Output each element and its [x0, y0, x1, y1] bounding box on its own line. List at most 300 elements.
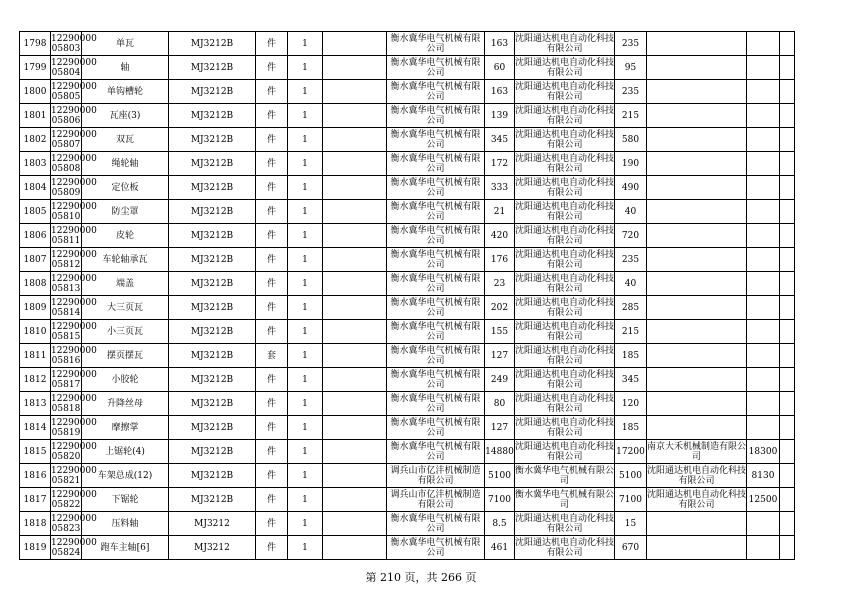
part-name: 压料轴	[82, 512, 169, 536]
supplier-1: 衡水冀华电气机械有限公司	[387, 224, 485, 248]
table-row	[20, 320, 795, 344]
row-number: 1819	[20, 536, 51, 560]
model-number: MJ3212B	[169, 344, 256, 368]
price-3	[747, 512, 780, 536]
price-2: 285	[615, 296, 647, 320]
model-number: MJ3212B	[169, 128, 256, 152]
price-1: 333	[485, 176, 515, 200]
unit: 件	[256, 32, 288, 56]
blank-cell	[323, 392, 387, 416]
part-name: 小三页瓦	[82, 320, 169, 344]
price-2: 95	[615, 56, 647, 80]
quantity: 1	[288, 296, 323, 320]
quantity: 1	[288, 152, 323, 176]
part-name: 绳轮轴	[82, 152, 169, 176]
table-row	[20, 128, 795, 152]
model-number: MJ3212B	[169, 224, 256, 248]
table-row	[20, 440, 795, 464]
part-name: 皮轮	[82, 224, 169, 248]
blank-cell	[780, 320, 795, 344]
supplier-3	[647, 248, 747, 272]
supplier-2: 沈阳通达机电自动化科技有限公司	[515, 441, 615, 462]
unit: 件	[256, 536, 288, 560]
part-name: 上锯轮(4)	[82, 440, 169, 464]
price-1: 163	[485, 32, 515, 56]
model-number: MJ3212B	[169, 272, 256, 296]
price-3	[747, 272, 780, 296]
supplier-2: 沈阳通达机电自动化科技有限公司	[515, 33, 615, 54]
table-row	[20, 272, 795, 296]
supplier-2: 沈阳通达机电自动化科技有限公司	[515, 225, 615, 246]
table-row	[20, 56, 795, 80]
supplier-2: 衡水冀华电气机械有限公司	[515, 465, 615, 486]
quantity: 1	[288, 104, 323, 128]
table-row	[20, 152, 795, 176]
quantity: 1	[288, 512, 323, 536]
part-name: 摩擦掌	[82, 416, 169, 440]
price-2: 17200	[615, 440, 647, 464]
table-row	[20, 80, 795, 104]
item-code: 12290000 05804	[51, 57, 97, 78]
item-code: 12290000 05811	[51, 225, 97, 246]
price-2: 40	[615, 200, 647, 224]
row-number: 1812	[20, 368, 51, 392]
price-3	[747, 296, 780, 320]
supplier-3	[647, 80, 747, 104]
price-1: 80	[485, 392, 515, 416]
unit: 件	[256, 152, 288, 176]
price-3: 12500	[747, 488, 780, 512]
supplier-3	[647, 176, 747, 200]
model-number: MJ3212B	[169, 152, 256, 176]
blank-cell	[323, 488, 387, 512]
row-number: 1808	[20, 272, 51, 296]
part-name: 大三页瓦	[82, 296, 169, 320]
supplier-1: 衡水冀华电气机械有限公司	[387, 128, 485, 152]
price-2: 120	[615, 392, 647, 416]
blank-cell	[323, 152, 387, 176]
supplier-3	[647, 392, 747, 416]
supplier-2: 沈阳通达机电自动化科技有限公司	[515, 537, 615, 558]
blank-cell	[323, 512, 387, 536]
quantity: 1	[288, 440, 323, 464]
price-1: 461	[485, 536, 515, 560]
blank-cell	[780, 32, 795, 56]
supplier-1: 衡水冀华电气机械有限公司	[387, 440, 485, 464]
blank-cell	[780, 344, 795, 368]
blank-cell	[323, 248, 387, 272]
price-1: 21	[485, 200, 515, 224]
price-2: 15	[615, 512, 647, 536]
item-code: 12290000 05803	[51, 33, 97, 54]
price-3	[747, 224, 780, 248]
table-row	[20, 296, 795, 320]
price-2: 5100	[615, 464, 647, 488]
table-row	[20, 536, 795, 560]
blank-cell	[780, 152, 795, 176]
blank-cell	[780, 272, 795, 296]
price-1: 139	[485, 104, 515, 128]
table-row	[20, 368, 795, 392]
price-2: 7100	[615, 488, 647, 512]
row-number: 1805	[20, 200, 51, 224]
supplier-1: 衡水冀华电气机械有限公司	[387, 80, 485, 104]
item-code: 12290000 05817	[51, 369, 97, 390]
blank-cell	[323, 32, 387, 56]
supplier-2: 沈阳通达机电自动化科技有限公司	[515, 345, 615, 366]
price-1: 5100	[485, 464, 515, 488]
supplier-3	[647, 56, 747, 80]
item-code: 12290000 05805	[51, 81, 97, 102]
supplier-3	[647, 152, 747, 176]
table-row	[20, 488, 795, 512]
price-3	[747, 152, 780, 176]
item-code: 12290000 05809	[51, 177, 97, 198]
unit: 件	[256, 56, 288, 80]
supplier-2: 衡水冀华电气机械有限公司	[515, 489, 615, 510]
row-number: 1800	[20, 80, 51, 104]
price-2: 40	[615, 272, 647, 296]
price-2: 215	[615, 104, 647, 128]
supplier-3	[647, 200, 747, 224]
quantity: 1	[288, 200, 323, 224]
quantity: 1	[288, 32, 323, 56]
unit: 件	[256, 512, 288, 536]
row-number: 1803	[20, 152, 51, 176]
item-code: 12290000 05812	[51, 249, 97, 270]
blank-cell	[323, 536, 387, 560]
blank-cell	[323, 104, 387, 128]
model-number: MJ3212B	[169, 368, 256, 392]
row-number: 1806	[20, 224, 51, 248]
supplier-1: 衡水冀华电气机械有限公司	[387, 272, 485, 296]
table-row	[20, 464, 795, 488]
supplier-2: 沈阳通达机电自动化科技有限公司	[515, 81, 615, 102]
price-2: 185	[615, 416, 647, 440]
supplier-1: 衡水冀华电气机械有限公司	[387, 32, 485, 56]
item-code: 12290000 05816	[51, 345, 97, 366]
price-1: 202	[485, 296, 515, 320]
supplier-1: 衡水冀华电气机械有限公司	[387, 296, 485, 320]
blank-cell	[780, 464, 795, 488]
price-3	[747, 320, 780, 344]
model-number: MJ3212B	[169, 416, 256, 440]
row-number: 1810	[20, 320, 51, 344]
supplier-1: 衡水冀华电气机械有限公司	[387, 416, 485, 440]
item-code: 12290000 05824	[51, 537, 97, 558]
item-code: 12290000 05814	[51, 297, 97, 318]
table-row	[20, 248, 795, 272]
supplier-1: 衡水冀华电气机械有限公司	[387, 152, 485, 176]
part-name: 瓦座(3)	[82, 104, 169, 128]
blank-cell	[323, 416, 387, 440]
supplier-2: 沈阳通达机电自动化科技有限公司	[515, 249, 615, 270]
quantity: 1	[288, 464, 323, 488]
price-1: 7100	[485, 488, 515, 512]
blank-cell	[780, 368, 795, 392]
blank-cell	[780, 56, 795, 80]
supplier-2: 沈阳通达机电自动化科技有限公司	[515, 369, 615, 390]
supplier-2: 沈阳通达机电自动化科技有限公司	[515, 393, 615, 414]
price-2: 720	[615, 224, 647, 248]
model-number: MJ3212B	[169, 80, 256, 104]
blank-cell	[780, 248, 795, 272]
supplier-1: 衡水冀华电气机械有限公司	[387, 368, 485, 392]
unit: 件	[256, 296, 288, 320]
unit: 件	[256, 80, 288, 104]
item-code: 12290000 05818	[51, 393, 97, 414]
price-2: 235	[615, 32, 647, 56]
row-number: 1801	[20, 104, 51, 128]
row-number: 1811	[20, 344, 51, 368]
item-code: 12290000 05813	[51, 273, 97, 294]
unit: 件	[256, 392, 288, 416]
item-code: 12290000 05819	[51, 417, 97, 438]
quantity: 1	[288, 248, 323, 272]
price-3	[747, 176, 780, 200]
item-code: 12290000 05808	[51, 153, 97, 174]
price-1: 172	[485, 152, 515, 176]
supplier-2: 沈阳通达机电自动化科技有限公司	[515, 513, 615, 534]
table-row	[20, 104, 795, 128]
quantity: 1	[288, 128, 323, 152]
item-code: 12290000 05806	[51, 105, 97, 126]
supplier-3	[647, 320, 747, 344]
quantity: 1	[288, 320, 323, 344]
supplier-3	[647, 224, 747, 248]
unit: 件	[256, 440, 288, 464]
row-number: 1798	[20, 32, 51, 56]
quantity: 1	[288, 392, 323, 416]
blank-cell	[323, 176, 387, 200]
model-number: MJ3212B	[169, 296, 256, 320]
blank-cell	[780, 392, 795, 416]
unit: 件	[256, 488, 288, 512]
price-1: 420	[485, 224, 515, 248]
price-2: 190	[615, 152, 647, 176]
supplier-1: 衡水冀华电气机械有限公司	[387, 248, 485, 272]
part-name: 车轮轴承瓦	[82, 248, 169, 272]
row-number: 1818	[20, 512, 51, 536]
price-1: 176	[485, 248, 515, 272]
price-1: 155	[485, 320, 515, 344]
supplier-2: 沈阳通达机电自动化科技有限公司	[515, 57, 615, 78]
supplier-3	[647, 32, 747, 56]
blank-cell	[780, 536, 795, 560]
model-number: MJ3212B	[169, 200, 256, 224]
supplier-1: 衡水冀华电气机械有限公司	[387, 104, 485, 128]
price-1: 127	[485, 344, 515, 368]
model-number: MJ3212B	[169, 104, 256, 128]
item-code: 12290000 05810	[51, 201, 97, 222]
supplier-2: 沈阳通达机电自动化科技有限公司	[515, 177, 615, 198]
blank-cell	[323, 368, 387, 392]
quantity: 1	[288, 224, 323, 248]
item-code: 12290000 05823	[51, 513, 97, 534]
supplier-3	[647, 344, 747, 368]
blank-cell	[323, 440, 387, 464]
blank-cell	[780, 80, 795, 104]
supplier-1: 衡水冀华电气机械有限公司	[387, 536, 485, 560]
item-code: 12290000 05820	[51, 441, 97, 462]
row-number: 1809	[20, 296, 51, 320]
supplier-3	[647, 512, 747, 536]
price-1: 345	[485, 128, 515, 152]
table-row	[20, 416, 795, 440]
unit: 件	[256, 176, 288, 200]
price-2: 580	[615, 128, 647, 152]
blank-cell	[323, 320, 387, 344]
unit: 件	[256, 104, 288, 128]
item-code: 12290000 05807	[51, 129, 97, 150]
item-code: 12290000 05822	[51, 489, 97, 510]
price-1: 163	[485, 80, 515, 104]
supplier-3	[647, 416, 747, 440]
blank-cell	[323, 272, 387, 296]
blank-cell	[780, 200, 795, 224]
price-3	[747, 104, 780, 128]
unit: 件	[256, 416, 288, 440]
part-name: 双瓦	[82, 128, 169, 152]
unit: 套	[256, 344, 288, 368]
price-3	[747, 128, 780, 152]
quantity: 1	[288, 536, 323, 560]
blank-cell	[780, 488, 795, 512]
price-1: 23	[485, 272, 515, 296]
supplier-3	[647, 536, 747, 560]
model-number: MJ3212	[169, 512, 256, 536]
supplier-1: 衡水冀华电气机械有限公司	[387, 512, 485, 536]
table-row	[20, 32, 795, 56]
price-1: 14880	[485, 440, 515, 464]
supplier-3	[647, 272, 747, 296]
supplier-3	[647, 296, 747, 320]
part-name: 端盖	[82, 272, 169, 296]
price-3: 18300	[747, 440, 780, 464]
price-1: 249	[485, 368, 515, 392]
quantity: 1	[288, 368, 323, 392]
supplier-2: 沈阳通达机电自动化科技有限公司	[515, 129, 615, 150]
supplier-3: 沈阳通达机电自动化科技有限公司	[647, 465, 747, 486]
price-3	[747, 392, 780, 416]
supplier-1: 衡水冀华电气机械有限公司	[387, 344, 485, 368]
quantity: 1	[288, 176, 323, 200]
unit: 件	[256, 368, 288, 392]
row-number: 1799	[20, 56, 51, 80]
supplier-1: 调兵山市亿沣机械制造有限公司	[387, 488, 485, 512]
blank-cell	[323, 200, 387, 224]
part-name: 车架总成(12)	[82, 464, 169, 488]
price-2: 345	[615, 368, 647, 392]
supplier-2: 沈阳通达机电自动化科技有限公司	[515, 273, 615, 294]
item-code: 12290000 05815	[51, 321, 97, 342]
blank-cell	[323, 224, 387, 248]
supplier-2: 沈阳通达机电自动化科技有限公司	[515, 297, 615, 318]
row-number: 1816	[20, 464, 51, 488]
blank-cell	[780, 128, 795, 152]
supplier-2: 沈阳通达机电自动化科技有限公司	[515, 201, 615, 222]
price-3	[747, 80, 780, 104]
model-number: MJ3212B	[169, 488, 256, 512]
row-number: 1814	[20, 416, 51, 440]
supplier-2: 沈阳通达机电自动化科技有限公司	[515, 105, 615, 126]
blank-cell	[780, 104, 795, 128]
blank-cell	[780, 512, 795, 536]
price-2: 215	[615, 320, 647, 344]
model-number: MJ3212	[169, 536, 256, 560]
price-2: 235	[615, 248, 647, 272]
blank-cell	[323, 296, 387, 320]
unit: 件	[256, 464, 288, 488]
quantity: 1	[288, 344, 323, 368]
model-number: MJ3212B	[169, 248, 256, 272]
blank-cell	[323, 344, 387, 368]
price-2: 490	[615, 176, 647, 200]
blank-cell	[323, 464, 387, 488]
price-3	[747, 56, 780, 80]
price-3	[747, 32, 780, 56]
unit: 件	[256, 200, 288, 224]
price-3	[747, 344, 780, 368]
table-row	[20, 176, 795, 200]
price-2: 185	[615, 344, 647, 368]
row-number: 1804	[20, 176, 51, 200]
price-3	[747, 536, 780, 560]
row-number: 1815	[20, 440, 51, 464]
model-number: MJ3212B	[169, 176, 256, 200]
supplier-1: 衡水冀华电气机械有限公司	[387, 392, 485, 416]
row-number: 1817	[20, 488, 51, 512]
price-2: 235	[615, 80, 647, 104]
model-number: MJ3212B	[169, 464, 256, 488]
price-1: 60	[485, 56, 515, 80]
blank-cell	[323, 56, 387, 80]
row-number: 1807	[20, 248, 51, 272]
supplier-1: 衡水冀华电气机械有限公司	[387, 200, 485, 224]
quantity: 1	[288, 56, 323, 80]
unit: 件	[256, 248, 288, 272]
unit: 件	[256, 224, 288, 248]
supplier-3: 沈阳通达机电自动化科技有限公司	[647, 489, 747, 510]
supplier-2: 沈阳通达机电自动化科技有限公司	[515, 153, 615, 174]
part-name: 小胶轮	[82, 368, 169, 392]
price-1: 127	[485, 416, 515, 440]
quantity: 1	[288, 488, 323, 512]
price-3: 8130	[747, 464, 780, 488]
parts-table	[19, 31, 795, 560]
price-3	[747, 368, 780, 392]
part-name: 轴	[82, 56, 169, 80]
unit: 件	[256, 272, 288, 296]
blank-cell	[323, 128, 387, 152]
model-number: MJ3212B	[169, 56, 256, 80]
supplier-1: 衡水冀华电气机械有限公司	[387, 320, 485, 344]
table-row	[20, 512, 795, 536]
price-3	[747, 416, 780, 440]
model-number: MJ3212B	[169, 392, 256, 416]
supplier-3	[647, 368, 747, 392]
part-name: 摆页摆瓦	[82, 344, 169, 368]
item-code: 12290000 05821	[51, 465, 97, 486]
row-number: 1802	[20, 128, 51, 152]
supplier-3	[647, 104, 747, 128]
price-3	[747, 248, 780, 272]
part-name: 防尘罩	[82, 200, 169, 224]
model-number: MJ3212B	[169, 320, 256, 344]
table-row	[20, 224, 795, 248]
part-name: 单瓦	[82, 32, 169, 56]
model-number: MJ3212B	[169, 32, 256, 56]
